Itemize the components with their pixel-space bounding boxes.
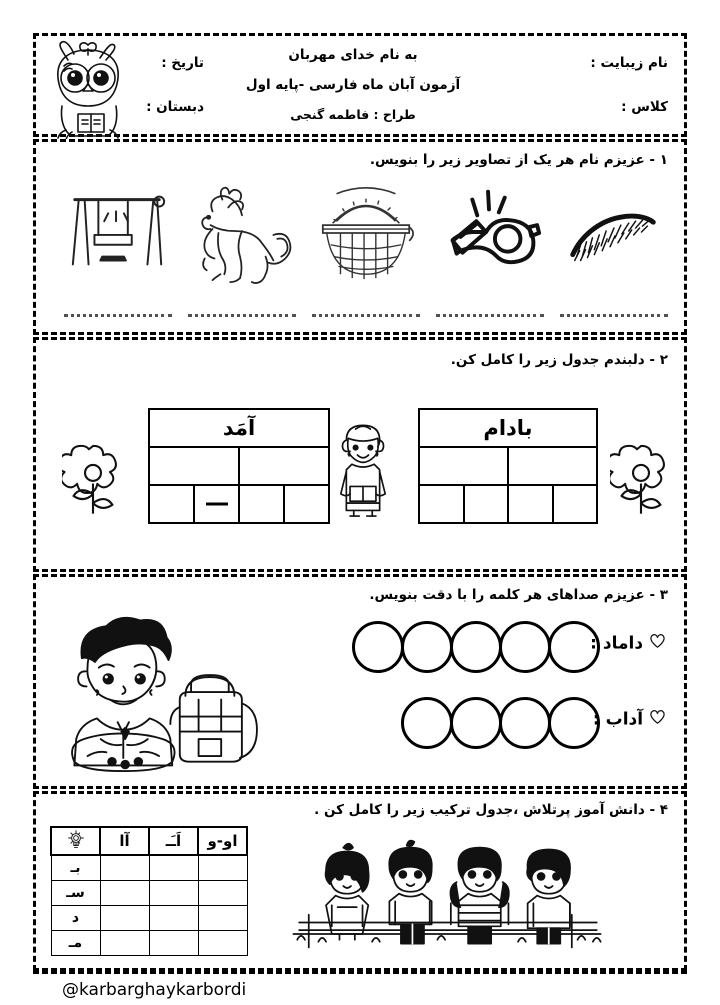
answer-cell[interactable]: [149, 931, 198, 956]
heart-icon: [649, 709, 666, 730]
word-cell[interactable]: [239, 447, 329, 485]
letter-cell[interactable]: [239, 485, 284, 523]
row-label-cell: سـ: [51, 881, 100, 906]
flower-icon: [62, 438, 124, 526]
answer-cell[interactable]: [100, 855, 149, 881]
word-cell[interactable]: [508, 447, 597, 485]
answer-cell[interactable]: [100, 931, 149, 956]
girl-reading-icon: [326, 416, 400, 522]
picture-cell: [428, 178, 552, 296]
letter-cell[interactable]: [149, 485, 194, 523]
basket-icon: [304, 178, 428, 286]
answer-cell[interactable]: [198, 931, 247, 956]
boy-with-backpack-icon: [42, 613, 278, 777]
sound-circle[interactable]: [401, 621, 453, 673]
table-row: [51, 906, 247, 931]
word-cell[interactable]: [419, 447, 508, 485]
answer-cell[interactable]: [198, 881, 247, 906]
lightbulb-icon: [51, 827, 100, 855]
row-label-cell: بـ: [51, 855, 100, 881]
horse-icon: [180, 178, 304, 286]
word-cell[interactable]: [149, 447, 239, 485]
answer-cell[interactable]: [149, 855, 198, 881]
footer: [0, 971, 720, 1005]
word-table-badam: [418, 408, 598, 524]
footer-handle: @karbarghaykarbordi: [62, 980, 247, 1000]
class-label: کلاس :: [621, 99, 668, 115]
picture-cell: [304, 178, 428, 296]
date-school-fields: [98, 36, 208, 134]
question-1-prompt: ۱ - عزیزم نام هر یک از تصاویر زیر را بنویس.: [369, 152, 668, 168]
picture-cell: [552, 178, 676, 296]
question-4-section: [33, 791, 687, 971]
sound-circle[interactable]: [548, 621, 600, 673]
question-4-prompt: ۴ - دانش آموز پرتلاش ،جدول ترکیب زیر را کامل کن .: [314, 802, 668, 818]
name-label: نام زیبایت :: [590, 55, 668, 71]
picture-cell: [56, 178, 180, 296]
header-cell-fatha: اَـَـ: [149, 827, 198, 855]
table-row: [51, 931, 247, 956]
four-children-icon: [282, 838, 612, 962]
circle-row-adab: [404, 697, 600, 749]
eyebrow-icon: [552, 178, 676, 286]
answer-cell[interactable]: [100, 906, 149, 931]
header-cell-alef: آا: [100, 827, 149, 855]
table-row: [51, 855, 247, 881]
swing-icon: [56, 178, 180, 286]
word-label-damad: [590, 633, 670, 654]
answer-line[interactable]: [64, 302, 172, 317]
answer-line[interactable]: [560, 302, 668, 317]
answer-line[interactable]: [436, 302, 544, 317]
letter-cell-dash[interactable]: [194, 485, 239, 523]
sound-circle[interactable]: [450, 621, 502, 673]
footer-divider: [33, 971, 687, 974]
letter-cell[interactable]: [464, 485, 509, 523]
answer-line[interactable]: [188, 302, 296, 317]
letter-cell[interactable]: [419, 485, 464, 523]
table-row: [51, 881, 247, 906]
exam-title-block: [208, 36, 498, 134]
question-2-prompt: ۲ - دلبندم جدول زیر را کامل کن.: [450, 352, 668, 368]
row-label-cell: مـ: [51, 931, 100, 956]
answer-cell[interactable]: [100, 881, 149, 906]
answer-cell[interactable]: [149, 906, 198, 931]
school-label: دبستان :: [146, 99, 204, 115]
sound-circle[interactable]: [450, 697, 502, 749]
date-label: تاریخ :: [161, 55, 204, 71]
flower-icon: [610, 438, 672, 526]
question-2-section: [33, 337, 687, 572]
heart-icon: [649, 633, 666, 654]
letter-cell[interactable]: [553, 485, 598, 523]
question-1-picture-row: [36, 178, 684, 296]
whistle-icon: [428, 178, 552, 286]
circle-row-damad: [355, 621, 600, 673]
sound-circle[interactable]: [548, 697, 600, 749]
word-label-text: داماد :: [590, 633, 644, 654]
row-label-cell: د: [51, 906, 100, 931]
table-header-row: [51, 827, 247, 855]
question-1-section: [33, 139, 687, 335]
exam-title: آزمون آبان ماه فارسی -پایه اول: [245, 77, 461, 93]
answer-cell[interactable]: [198, 906, 247, 931]
header-band: [33, 33, 687, 137]
combination-table: [50, 826, 248, 956]
word-table-header: آمَد: [149, 409, 329, 447]
question-3-prompt: ۳ - عزیزم صداهای هر کلمه را با دقت بنویس.: [369, 587, 668, 603]
designer-line: طراح : فاطمه گنجی: [290, 107, 416, 122]
word-table-header: بادام: [419, 409, 597, 447]
student-fields: [498, 36, 678, 134]
word-table-amad: [148, 408, 330, 524]
picture-cell: [180, 178, 304, 296]
sound-circle[interactable]: [401, 697, 453, 749]
sound-circle[interactable]: [499, 621, 551, 673]
word-label-adab: [593, 709, 670, 730]
sound-circle[interactable]: [499, 697, 551, 749]
question-3-section: [33, 574, 687, 789]
bismillah-line: به نام خدای مهربان: [288, 47, 418, 63]
sound-circle[interactable]: [352, 621, 404, 673]
answer-cell[interactable]: [149, 881, 198, 906]
letter-cell[interactable]: [284, 485, 329, 523]
answer-line[interactable]: [312, 302, 420, 317]
header-cell-av: او-و: [198, 827, 247, 855]
letter-cell[interactable]: [508, 485, 553, 523]
answer-cell[interactable]: [198, 855, 247, 881]
word-label-text: آداب :: [592, 709, 644, 730]
